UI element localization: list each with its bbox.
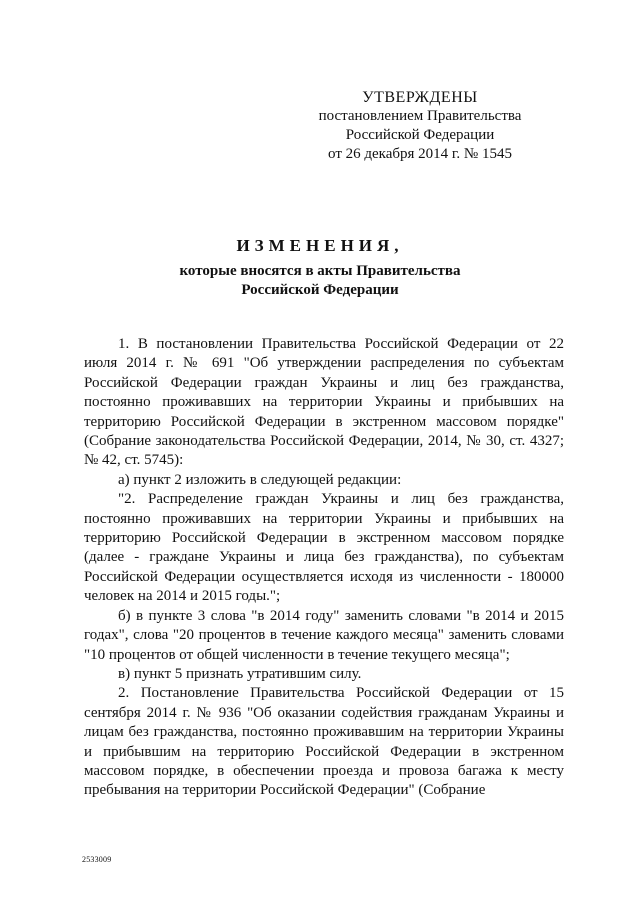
paragraph-3: "2. Распределение граждан Украины и лиц без гражданства, постоянно проживавших на территории Украины и прибывших на территорию Российской Федерации в экстренном массовом порядке (далее - граждане Украины и лица без гражданства), по субъектам Российской Федерации осуществляется исходя из численности - 180000 человек на 2014 и 2015 годы.";: [84, 491, 564, 605]
subtitle-line-2: Российской Федерации: [241, 282, 399, 298]
document-code: 2533009: [82, 855, 112, 864]
approval-line-2: Российской Федерации: [345, 127, 495, 143]
approval-line-3: от 26 декабря 2014 г. № 1545: [328, 146, 512, 162]
subtitle-line-1: которые вносятся в акты Правительства: [179, 263, 461, 279]
document-subtitle: [0, 262, 640, 300]
document-title: ИЗМЕНЕНИЯ,: [236, 236, 404, 255]
paragraph-4: б) в пункте 3 слова "в 2014 году" заменить словами "в 2014 и 2015 годах", слова "20 процентов в течение каждого месяца" заменить словами "10 процентов от общей численности в течение текущего месяца";: [84, 607, 564, 663]
paragraph-6: 2. Постановление Правительства Российской Федерации от 15 сентября 2014 г. № 936 "Об оказании содействия гражданам Украины и лицам без гражданства, постоянно проживавшим на территории Украины и прибывшим на территорию Российской Федерации в экстренном массовом порядке, в обеспечении проезда и провоза багажа к месту пребывания на территории Российской Федерации" (Собрание: [84, 685, 564, 799]
paragraph-1: 1. В постановлении Правительства Российской Федерации от 22 июля 2014 г. № 691 "Об утверждении распределения по субъектам Российской Федерации граждан Украины и лиц без гражданства, постоянно проживавших на территории Украины и прибывших на территорию Российской Федерации в экстренном массовом порядке" (Собрание законодательства Российской Федерации, 2014, № 30, ст. 4327; № 42, ст. 5745):: [84, 336, 564, 469]
approval-line-1: постановлением Правительства: [318, 108, 522, 124]
approval-block: [300, 88, 540, 164]
document-body: [84, 335, 564, 801]
paragraph-5: в) пункт 5 признать утратившим силу.: [118, 665, 362, 682]
paragraph-2: а) пункт 2 изложить в следующей редакции:: [118, 471, 402, 488]
approval-heading: УТВЕРЖДЕНЫ: [362, 89, 478, 106]
